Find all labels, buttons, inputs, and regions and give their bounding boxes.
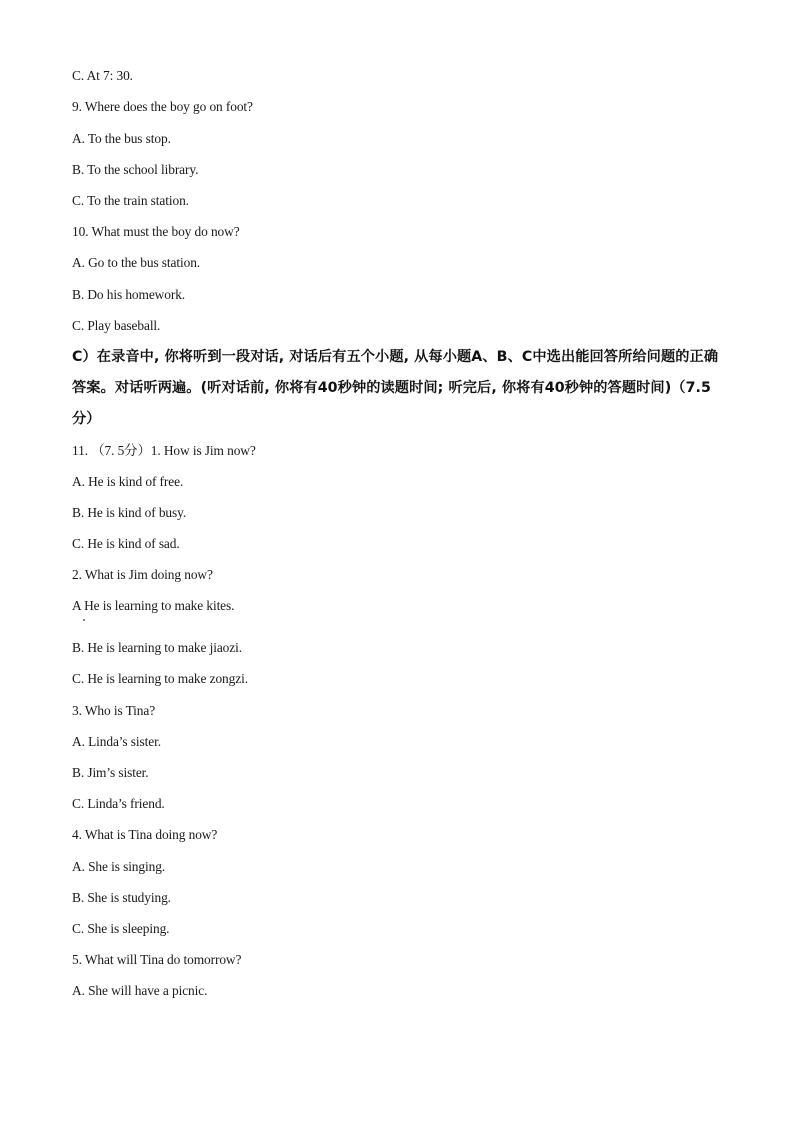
question-11-2: 2. What is Jim doing now? bbox=[72, 567, 213, 582]
question-11-4-option-b: B. She is studying. bbox=[72, 890, 171, 905]
question-11-3-option-a: A. Linda’s sister. bbox=[72, 734, 161, 749]
question-11-1-option-a: A. He is kind of free. bbox=[72, 474, 184, 489]
question-9-option-a: A. To the bus stop. bbox=[72, 131, 171, 146]
question-11-5: 5. What will Tina do tomorrow? bbox=[72, 952, 242, 967]
question-11-4-option-a: A. She is singing. bbox=[72, 859, 166, 874]
question-11-5-option-a: A. She will have a picnic. bbox=[72, 983, 208, 998]
question-10-option-a: A. Go to the bus station. bbox=[72, 255, 201, 270]
question-11-2-option-b: B. He is learning to make jiaozi. bbox=[72, 640, 242, 655]
question-11-2-option-c: C. He is learning to make zongzi. bbox=[72, 671, 248, 686]
question-10-option-b: B. Do his homework. bbox=[72, 287, 186, 302]
question-11-header: 11. （7. 5分）1. How is Jim now? bbox=[72, 443, 256, 458]
question-11-3: 3. Who is Tina? bbox=[72, 703, 156, 718]
question-9: 9. Where does the boy go on foot? bbox=[72, 99, 253, 114]
question-11-3-option-c: C. Linda’s friend. bbox=[72, 796, 165, 811]
question-11-4-option-c: C. She is sleeping. bbox=[72, 921, 170, 936]
question-10: 10. What must the boy do now? bbox=[72, 224, 240, 239]
question-11-1-option-c: C. He is kind of sad. bbox=[72, 536, 180, 551]
question-11-1-option-b: B. He is kind of busy. bbox=[72, 505, 187, 520]
section-c-instructions: C）在录音中, 你将听到一段对话, 对话后有五个小题, 从每小题A、B、C中选出能回答所给问题的正确答案。对话听两遍。(听对话前, 你将有40秒钟的读题时间; 听完后, 你将有40秒钟的答题时间)（7.5分） bbox=[72, 349, 719, 427]
question-9-option-c: C. To the train station. bbox=[72, 193, 189, 208]
option-c-q8: C. At 7: 30. bbox=[72, 68, 133, 83]
question-10-option-c: C. Play baseball. bbox=[72, 318, 161, 333]
stray-dot-mark bbox=[83, 619, 85, 621]
question-11-4: 4. What is Tina doing now? bbox=[72, 827, 218, 842]
question-9-option-b: B. To the school library. bbox=[72, 162, 199, 177]
question-11-3-option-b: B. Jim’s sister. bbox=[72, 765, 149, 780]
question-11-2-option-a: A He is learning to make kites. bbox=[72, 598, 235, 613]
